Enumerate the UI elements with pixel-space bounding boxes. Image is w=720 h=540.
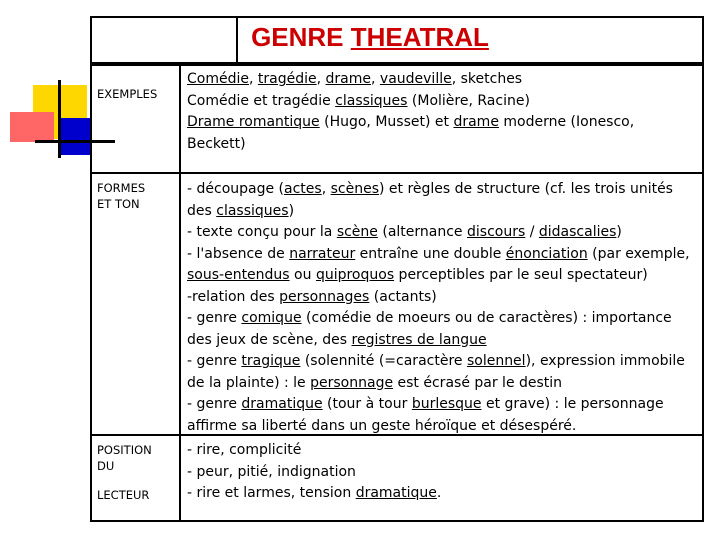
label-position-line3: LECTEUR [97,488,150,502]
text: , [371,71,380,87]
link-drame[interactable]: drame [325,71,371,87]
text: (comédie de moeurs ou de caractères) : importance [301,310,672,326]
link-didascalies[interactable]: didascalies [538,224,617,240]
link-personnages[interactable]: personnages [279,288,370,305]
link-solennel[interactable]: solennel [466,353,526,369]
text: - genre [187,310,242,326]
link-dramatique[interactable]: dramatique [241,396,323,412]
text: moderne (Ionesco, [498,114,635,130]
title-divider [236,16,238,64]
text: / [525,224,539,240]
link-tragique[interactable]: tragique [241,353,301,369]
label-exemples: EXEMPLES [97,87,158,101]
label-position-line2: DU [97,459,115,473]
link-actes[interactable]: actes [284,181,322,197]
link-scene[interactable]: scène [336,224,378,240]
formes-line-9 [187,351,702,373]
label-formes-line2: ET TON [97,197,140,211]
text: -relation des [187,288,280,305]
cell-exemples [187,69,702,155]
link-comique[interactable]: comique [241,310,302,326]
link-registres-de-langue[interactable]: registres de langue [351,331,487,348]
link-vaudeville[interactable]: vaudeville [379,71,452,87]
genre-table [90,64,704,522]
link-enonciation[interactable]: énonciation [505,245,588,262]
formes-line-11 [187,394,702,416]
link-discours[interactable]: discours [467,224,526,240]
formes-line-1 [187,179,702,201]
text: - découpage ( [187,181,285,197]
link-tragedie[interactable]: tragédie [257,71,317,87]
position-line-2: - peur, pitié, indignation [187,463,356,480]
formes-line-6 [187,287,702,309]
text: ) et règles de structure (cf. les trois unités [379,181,673,197]
text: entraîne une double [355,245,506,262]
text: de la plainte) : le [187,374,311,391]
page-title [240,22,500,53]
text: perceptibles par le seul spectateur) [394,267,648,283]
position-line-3 [187,483,702,505]
formes-line-10 [187,373,702,395]
text: et grave) : le personnage [481,396,664,412]
text: ou [289,267,316,283]
row-divider-1 [92,172,702,174]
cell-formes [187,179,702,437]
link-drame-2[interactable]: drame [453,114,499,130]
text: (Molière, Racine) [407,92,530,109]
text: ) [616,224,622,240]
text: (alternance [377,224,467,240]
text: (tour à tour [322,396,412,412]
position-line-1: - rire, complicité [187,442,302,458]
text: des [187,202,217,219]
title-part1: GENRE [251,22,351,52]
text: , [248,71,258,87]
link-classiques-2[interactable]: classiques [216,202,289,219]
link-comedie[interactable]: Comédie [187,71,249,87]
link-classiques[interactable]: classiques [335,92,408,109]
link-narrateur[interactable]: narrateur [289,245,356,262]
link-sous-entendus[interactable]: sous-entendus [187,267,290,283]
label-position [97,442,152,503]
formes-line-12: affirme sa liberté dans un geste héroïque et désespéré. [187,417,577,434]
label-position-line1: POSITION [97,443,152,457]
text: ), expression immobile [525,353,685,369]
cell-position [187,440,702,505]
exemples-line-3 [187,112,702,134]
text: (actants) [369,288,437,305]
text: - texte conçu pour la [187,224,337,240]
exemples-line-2 [187,91,702,113]
formes-line-5 [187,265,702,287]
title-part2: THEATRAL [350,22,489,52]
formes-line-2 [187,201,702,223]
formes-line-8 [187,330,702,352]
text: des jeux de scène, des [187,331,352,348]
decor-vertical-line [58,80,61,158]
text: (par exemple, [587,245,690,262]
formes-line-3 [187,222,702,244]
text: ) [288,202,295,219]
link-personnage[interactable]: personnage [310,374,394,391]
decor-blue-square [60,118,90,155]
text: , [316,71,326,87]
column-divider [179,66,181,520]
text: Comédie et tragédie [187,92,336,109]
text: (solennité (=caractère [300,353,467,369]
label-formes-line1: FORMES [97,181,146,195]
formes-line-7 [187,308,702,330]
link-scenes[interactable]: scènes [330,181,379,197]
exemples-line-1 [187,69,702,91]
label-formes [97,180,145,212]
text: (Hugo, Musset) et [319,114,454,130]
text: - genre [187,396,242,412]
exemples-line-4: Beckett) [187,135,246,152]
text: - genre [187,353,242,369]
formes-line-4 [187,244,702,266]
text: , sketches [451,71,523,87]
text: . [436,485,442,501]
link-drame-romantique[interactable]: Drame romantique [187,114,320,130]
link-burlesque[interactable]: burlesque [411,396,482,412]
text: - rire et larmes, tension [187,485,356,501]
text: est écrasé par le destin [393,374,563,391]
link-quiproquos[interactable]: quiproquos [315,267,395,283]
text: , [321,181,331,197]
link-dramatique-2[interactable]: dramatique [355,485,437,501]
text: - l'absence de [187,245,290,262]
decor-red-square [10,112,54,142]
